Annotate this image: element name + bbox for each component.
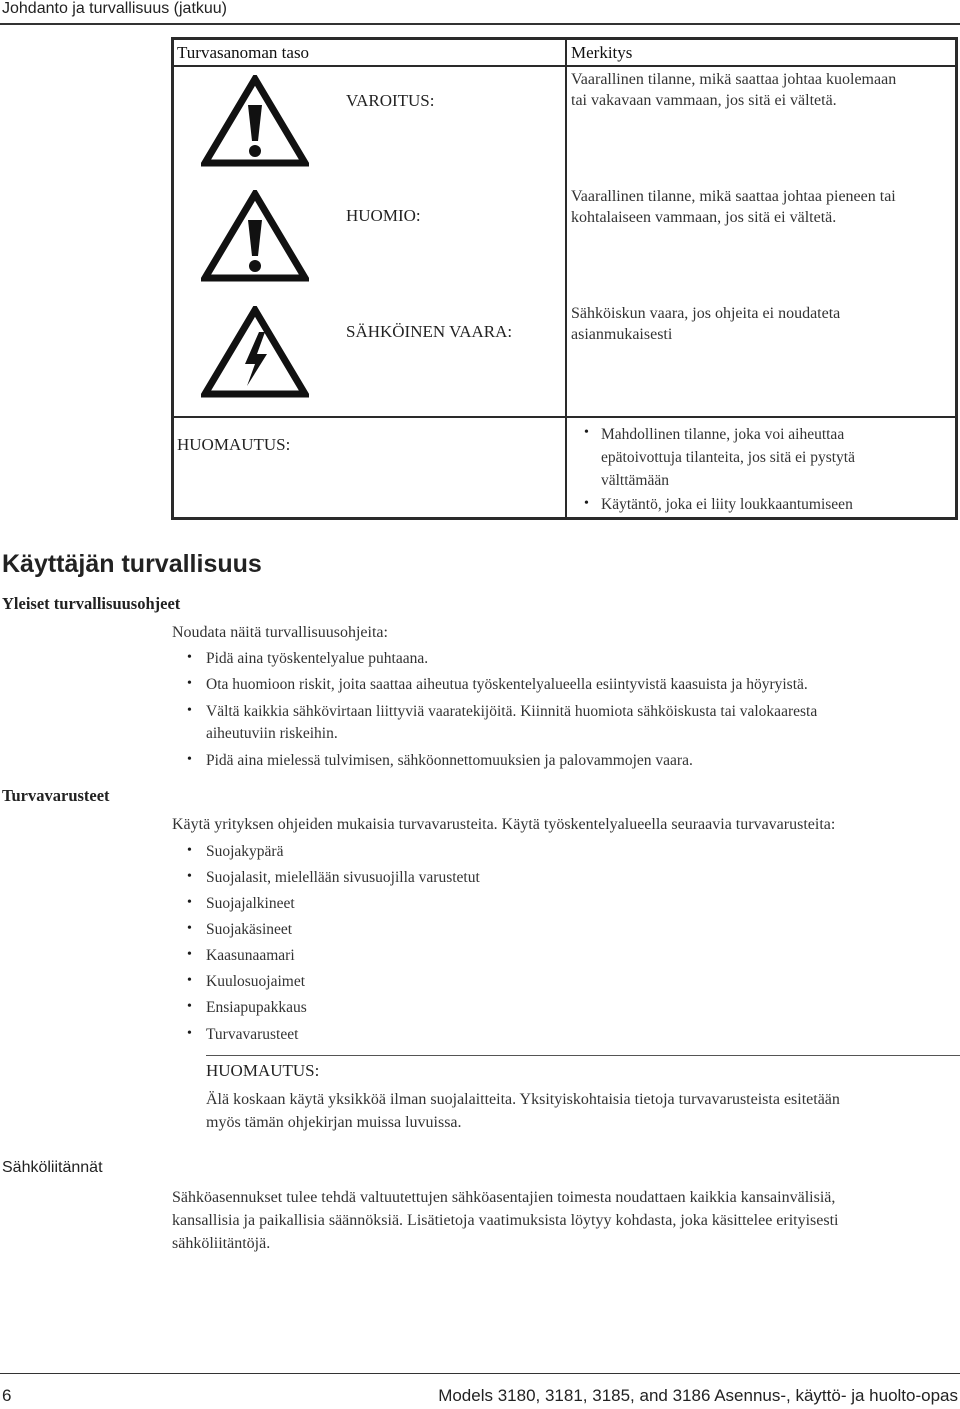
bullet: • <box>187 843 192 858</box>
bullet: • <box>584 496 589 511</box>
meaning-line: tai vakavaan vammaan, jos sitä ei vältetä. <box>571 92 837 109</box>
bullet: • <box>584 425 589 440</box>
equipment-item: Suojalasit, mielellään sivusuojilla varustetut <box>206 869 480 886</box>
bullet: • <box>187 676 192 691</box>
safety-message-table <box>171 37 958 520</box>
note-label: HUOMAUTUS: <box>206 1061 320 1080</box>
level-label-electrical: SÄHKÖINEN VAARA: <box>346 322 513 341</box>
level-label-notice: HUOMAUTUS: <box>177 435 291 454</box>
electrical-line: kansallisia ja paikallisia säännöksiä. Lisätietoja vaatimuksista löytyy kohdasta, joka käsittelee erityisesti <box>172 1212 839 1229</box>
equipment-item: Turvavarusteet <box>206 1026 299 1043</box>
note-text <box>206 1088 840 1134</box>
note-line: myös tämän ohjekirjan muissa luvuissa. <box>206 1114 462 1131</box>
bullet: • <box>187 869 192 884</box>
subheading-safety-equipment: Turvavarusteet <box>2 786 110 805</box>
table-header-meaning: Merkitys <box>571 43 633 62</box>
footer-rule <box>0 1373 960 1374</box>
meaning-electrical <box>571 303 840 345</box>
page-number: 6 <box>2 1386 12 1405</box>
note-rule <box>206 1055 960 1056</box>
table-row-rule <box>174 416 955 418</box>
level-label-caution: HUOMIO: <box>346 206 421 225</box>
notice-bullet-2: Käytäntö, joka ei liity loukkaantumiseen <box>601 496 853 513</box>
equipment-item: Suojakäsineet <box>206 921 293 938</box>
table-column-divider <box>565 40 567 517</box>
item-line: Vältä kaikkia sähkövirtaan liittyviä vaaratekijöitä. Kiinnitä huomiota sähköiskusta tai valokaaresta <box>206 703 818 720</box>
bullet: • <box>187 1026 192 1041</box>
bullet: • <box>187 921 192 936</box>
meaning-line: Vaarallinen tilanne, mikä saattaa johtaa kuolemaan <box>571 71 897 88</box>
meaning-line: asianmukaisesti <box>571 326 673 343</box>
notice-bullet-1 <box>601 423 855 492</box>
meaning-line: Sähköiskun vaara, jos ohjeita ei noudateta <box>571 305 841 322</box>
electrical-line: sähköliitäntöjä. <box>172 1235 271 1252</box>
subheading-general-safety: Yleiset turvallisuusohjeet <box>2 594 181 613</box>
bullet: • <box>187 650 192 665</box>
bullet-line: epätoivottuja tilanteita, jos sitä ei pystytä <box>601 449 855 466</box>
bullet: • <box>187 999 192 1014</box>
footer-document-title: Models 3180, 3181, 3185, and 3186 Asennus-, käyttö- ja huolto-opas <box>438 1386 958 1405</box>
meaning-line: kohtalaiseen vammaan, jos sitä ei vältetä. <box>571 209 837 226</box>
section-title: Käyttäjän turvallisuus <box>2 550 262 578</box>
equipment-item: Suojakypärä <box>206 843 284 860</box>
bullet: • <box>187 895 192 910</box>
general-item-1: Pidä aina työskentelyalue puhtaana. <box>206 650 429 667</box>
level-label-warning: VAROITUS: <box>346 91 435 110</box>
running-header: Johdanto ja turvallisuus (jatkuu) <box>2 0 228 17</box>
general-item-4: Pidä aina mielessä tulvimisen, sähköonnettomuuksien ja palovammojen vaara. <box>206 752 693 769</box>
header-rule <box>0 23 960 25</box>
equipment-item: Kaasunaamari <box>206 947 295 964</box>
warning-triangle-icon <box>201 190 309 282</box>
subheading-electrical: Sähköliitännät <box>2 1159 103 1176</box>
table-header-rule <box>174 65 955 67</box>
equipment-item: Ensiapupakkaus <box>206 999 307 1016</box>
bullet-line: Mahdollinen tilanne, joka voi aiheuttaa <box>601 426 845 443</box>
meaning-line: Vaarallinen tilanne, mikä saattaa johtaa pieneen tai <box>571 188 896 205</box>
meaning-warning <box>571 69 896 111</box>
equipment-item: Suojajalkineet <box>206 895 295 912</box>
general-intro: Noudata näitä turvallisuusohjeita: <box>172 624 388 641</box>
warning-triangle-icon <box>201 75 309 167</box>
electrical-text <box>172 1186 839 1255</box>
item-line: aiheutuviin riskeihin. <box>206 725 338 742</box>
equipment-intro: Käytä yrityksen ohjeiden mukaisia turvavarusteita. Käytä työskentelyalueella seuraavia turvavarusteita: <box>172 816 836 833</box>
note-line: Älä koskaan käytä yksikköä ilman suojalaitteita. Yksityiskohtaisia tietoja turvavarusteista esitetään <box>206 1091 840 1108</box>
equipment-item: Kuulosuojaimet <box>206 973 306 990</box>
general-item-2: Ota huomioon riskit, joita saattaa aiheutua työskentelyalueella esiintyvistä kaasuista ja höyryistä. <box>206 676 808 693</box>
electrical-line: Sähköasennukset tulee tehdä valtuutettujen sähköasentajien toimesta noudattaen kaikkia kansainvälisiä, <box>172 1189 836 1206</box>
meaning-caution <box>571 186 896 228</box>
electrical-hazard-icon <box>201 306 309 398</box>
bullet-line: välttämään <box>601 472 669 489</box>
bullet: • <box>187 947 192 962</box>
general-item-3 <box>206 701 817 745</box>
bullet: • <box>187 752 192 767</box>
bullet: • <box>187 703 192 718</box>
table-header-level: Turvasanoman taso <box>177 43 310 62</box>
bullet: • <box>187 973 192 988</box>
